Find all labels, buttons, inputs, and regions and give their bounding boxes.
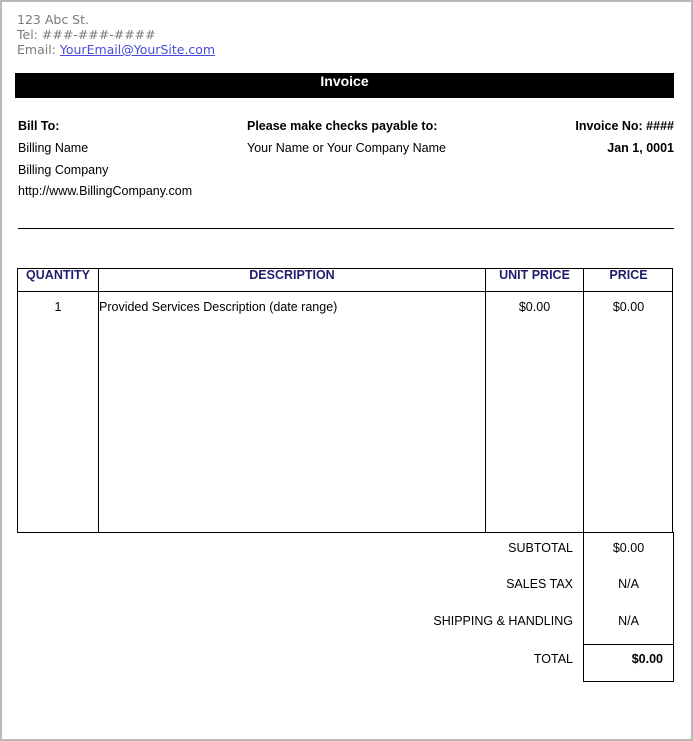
email-link[interactable]: YourEmail@YourSite.com xyxy=(59,42,216,57)
invoice-title-bar xyxy=(15,73,674,98)
invoice-number: Invoice No: #### xyxy=(575,119,674,133)
billing-website: http://www.BillingCompany.com xyxy=(18,184,193,198)
row-unit-price: $0.00 xyxy=(518,300,551,314)
header-unit-price: UNIT PRICE xyxy=(499,268,570,282)
header-description: DESCRIPTION xyxy=(249,268,335,282)
row-price: $0.00 xyxy=(612,300,645,314)
header-quantity: QUANTITY xyxy=(26,268,90,282)
email-label: Email: xyxy=(17,42,56,57)
sender-email xyxy=(17,42,215,57)
subtotal-value: $0.00 xyxy=(612,541,645,555)
shipping-value: N/A xyxy=(618,614,639,628)
table-header-divider xyxy=(17,291,673,292)
header-price: PRICE xyxy=(609,268,648,282)
billing-name: Billing Name xyxy=(18,141,89,155)
subtotal-label: SUBTOTAL xyxy=(508,541,573,555)
total-value: $0.00 xyxy=(631,652,663,666)
total-divider xyxy=(583,644,674,645)
sender-tel xyxy=(17,27,156,42)
row-quantity: 1 xyxy=(54,300,62,314)
shipping-label: SHIPPING & HANDLING xyxy=(433,614,573,628)
payable-name: Your Name or Your Company Name xyxy=(247,141,446,155)
payable-heading: Please make checks payable to: xyxy=(247,119,438,133)
tel-label: Tel: xyxy=(17,27,38,42)
invoice-title: Invoice xyxy=(320,73,369,89)
billing-company: Billing Company xyxy=(18,163,109,177)
total-label: TOTAL xyxy=(533,652,573,666)
sender-address: 123 Abc St. xyxy=(17,12,89,27)
sales-tax-value: N/A xyxy=(618,577,639,591)
bill-to-heading: Bill To: xyxy=(18,119,60,133)
invoice-date: Jan 1, 0001 xyxy=(607,141,674,155)
tel-value: ###-###-#### xyxy=(41,27,156,42)
row-description: Provided Services Description (date range) xyxy=(99,300,338,314)
divider-line xyxy=(18,228,674,229)
sales-tax-label: SALES TAX xyxy=(506,577,573,591)
